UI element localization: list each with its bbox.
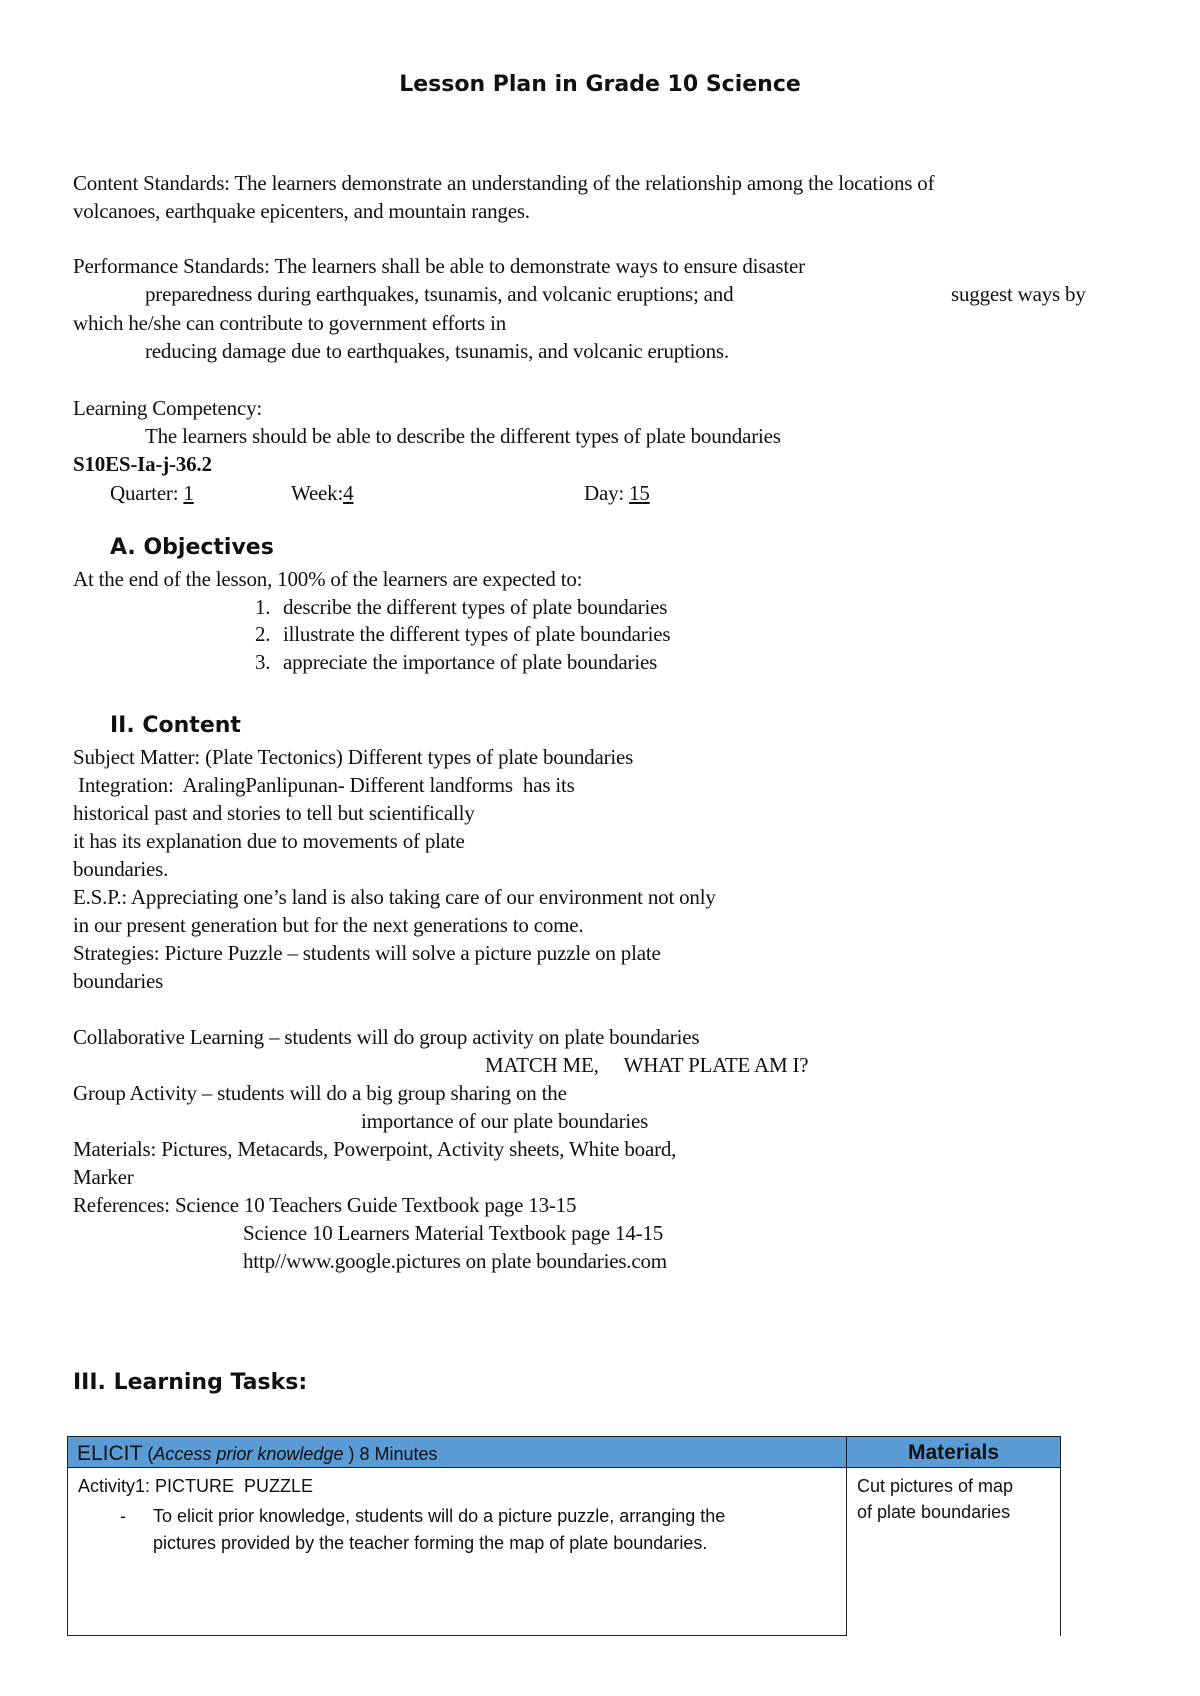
group-activity: Group Activity – students will do a big group sharing on the (73, 1081, 567, 1105)
objective-number: 1. (255, 595, 271, 619)
references-line-2: Science 10 Learners Material Textbook page 14-15 (243, 1221, 664, 1245)
objectives-intro: At the end of the lesson, 100% of the learners are expected to: (73, 567, 583, 591)
day-value: 15 (629, 481, 650, 505)
quarter-value: 1 (183, 481, 194, 505)
week-field (291, 481, 353, 506)
elicit-table (67, 1436, 1061, 1636)
performance-standards-line-1: Performance Standards: The learners shall be able to demonstrate ways to ensure disaster (73, 254, 805, 278)
performance-standards-line-4: reducing damage due to earthquakes, tsunamis, and volcanic eruptions. (145, 339, 729, 363)
content-heading: II. Content (110, 713, 241, 738)
materials-line-2: of plate boundaries (857, 1502, 1011, 1522)
objective-text: appreciate the importance of plate boundaries (283, 650, 658, 674)
learning-competency-label: Learning Competency: (73, 396, 263, 420)
materials-header: Materials (907, 1441, 1000, 1464)
quarter-label: Quarter: (110, 481, 184, 505)
references-line-1: References: Science 10 Teachers Guide Textbook page 13-15 (73, 1193, 577, 1217)
content-line: Subject Matter: (Plate Tectonics) Different types of plate boundaries (73, 745, 634, 769)
activity-line-1: To elicit prior knowledge, students will do a picture puzzle, arranging the (153, 1506, 726, 1526)
objective-item (255, 595, 667, 620)
materials-header-cell (847, 1436, 1061, 1468)
objectives-heading: A. Objectives (110, 535, 274, 560)
content-line: Strategies: Picture Puzzle – students will solve a picture puzzle on plate (73, 941, 661, 965)
quarter-field (110, 481, 194, 506)
content-line: boundaries (73, 969, 164, 993)
elicit-activity-cell (67, 1468, 847, 1636)
objective-text: illustrate the different types of plate boundaries (283, 622, 671, 646)
activity-line-2: pictures provided by the teacher forming the map of plate boundaries. (153, 1533, 708, 1553)
objective-number: 3. (255, 650, 271, 674)
collaborative-activities: MATCH ME, WHAT PLATE AM I? (485, 1053, 809, 1077)
content-standards-line-1: Content Standards: The learners demonstrate an understanding of the relationship among the locations of (73, 171, 935, 195)
learning-tasks-heading: III. Learning Tasks: (73, 1370, 308, 1395)
content-line: E.S.P.: Appreciating one’s land is also taking care of our environment not only (73, 885, 716, 909)
elicit-header-rest: ) 8 Minutes (343, 1444, 438, 1464)
materials-line-1: Materials: Pictures, Metacards, Powerpoint, Activity sheets, White board, (73, 1137, 677, 1161)
performance-standards-line-2b: suggest ways by (951, 282, 1086, 306)
activity-label: Activity1: PICTURE PUZZLE (78, 1476, 314, 1496)
week-value: 4 (343, 481, 354, 505)
elicit-header-italic: Access prior knowledge (153, 1444, 344, 1464)
content-line: it has its explanation due to movements of plate (73, 829, 465, 853)
materials-cell (846, 1468, 1061, 1636)
materials-line-2: Marker (73, 1165, 134, 1189)
references-line-3: http//www.google.pictures on plate boundaries.com (243, 1249, 667, 1273)
day-field (584, 481, 650, 506)
competency-code: S10ES-Ia-j-36.2 (73, 452, 212, 476)
performance-standards-line-3: which he/she can contribute to government efforts in (73, 311, 506, 335)
group-activity-sub: importance of our plate boundaries (361, 1109, 649, 1133)
learning-competency-text: The learners should be able to describe the different types of plate boundaries (145, 424, 781, 448)
collaborative-learning: Collaborative Learning – students will do group activity on plate boundaries (73, 1025, 700, 1049)
content-line: historical past and stories to tell but scientifically (73, 801, 475, 825)
activity-bullet: - (120, 1506, 126, 1526)
materials-line-1: Cut pictures of map (857, 1476, 1014, 1496)
objective-item (255, 650, 657, 675)
elicit-header-main: ELICIT (77, 1442, 143, 1465)
content-line: boundaries. (73, 857, 169, 881)
objective-item (255, 622, 670, 647)
objective-text: describe the different types of plate boundaries (283, 595, 668, 619)
objective-number: 2. (255, 622, 271, 646)
content-line: Integration: AralingPanlipunan- Different landforms has its (73, 773, 575, 797)
elicit-header-paren: ( (142, 1444, 154, 1464)
content-standards-line-2: volcanoes, earthquake epicenters, and mountain ranges. (73, 199, 530, 223)
week-label: Week: (291, 481, 344, 505)
page-title: Lesson Plan in Grade 10 Science (399, 72, 801, 97)
day-label: Day: (584, 481, 630, 505)
performance-standards-line-2a: preparedness during earthquakes, tsunamis, and volcanic eruptions; and (145, 282, 734, 306)
content-line: in our present generation but for the next generations to come. (73, 913, 584, 937)
elicit-header-text (77, 1442, 438, 1466)
elicit-header-cell (67, 1436, 847, 1468)
